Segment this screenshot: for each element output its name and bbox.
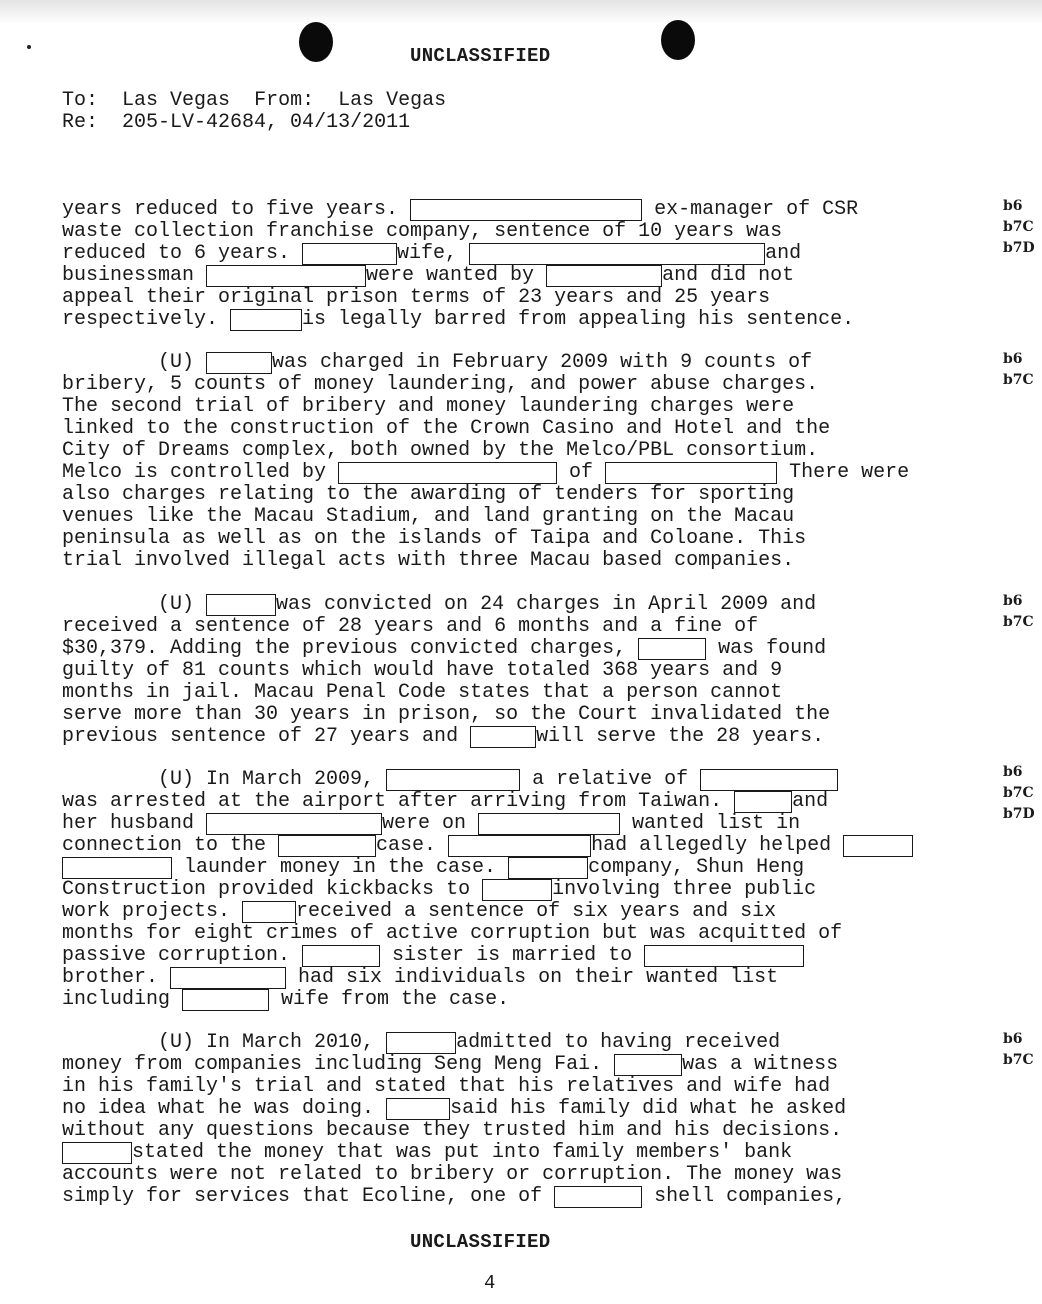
paragraph-2-line [62,396,794,418]
redaction-box [302,243,397,265]
text-run: months for eight crimes of active corruption but was acquitted of [62,922,843,945]
paragraph-3-line [62,726,824,748]
text-run: ex-manager of CSR [642,198,859,221]
text-run: case. [376,834,449,857]
page-number: 4 [484,1272,496,1294]
redaction-box [182,989,269,1011]
redaction-box [469,243,765,265]
classification-header: UNCLASSIFIED [410,45,551,67]
text-run: $30,379. Adding the previous convicted charges, [62,637,639,660]
text-run: was found [706,637,827,660]
text-run: were on [382,812,479,835]
paragraph-4-line [62,945,804,967]
redaction-box [242,901,296,923]
paragraph-5-line [62,1032,780,1054]
text-run: sister is married to [380,944,645,967]
text-run: serve more than 30 years in prison, so the Court invalidated the [62,703,831,726]
redaction-box [386,769,520,791]
redaction-box [302,945,380,967]
text-run: received a sentence of six years and six [296,900,777,923]
redaction-box [206,352,272,374]
text-run: accounts were not related to bribery or corruption. The money was [62,1163,843,1186]
text-run: including [62,988,183,1011]
to-label: To: [62,89,99,112]
text-run: without any questions because they trusted him and his decisions. [62,1119,843,1142]
text-run: in his family's trial and stated that his relatives and wife had [62,1075,831,1098]
paragraph-2-line [62,440,818,462]
redaction-box [508,857,588,879]
text-run: no idea what he was doing. [62,1097,387,1120]
text-run: had six individuals on their wanted list [286,966,779,989]
text-run: respectively. [62,308,231,331]
exemption-code: b6 [1003,593,1023,609]
text-run: Melco is controlled by [62,461,339,484]
paragraph-3-line [62,682,782,704]
text-run: said his family did what he asked [450,1097,847,1120]
text-run: brother. [62,966,171,989]
redaction-box [338,462,557,484]
exemption-code: b7D [1003,240,1035,256]
text-run: (U) [62,351,207,374]
paragraph-3-line [62,616,758,638]
text-run: wanted list in [620,812,801,835]
text-run: and did not [662,264,795,287]
exemption-code: b7C [1003,614,1034,630]
text-run: work projects. [62,900,243,923]
text-run: (U) In March 2010, [62,1031,387,1054]
text-run: The second trial of bribery and money laundering charges were [62,395,795,418]
exemption-code: b7C [1003,1052,1034,1068]
paragraph-4-line [62,879,816,901]
paragraph-3-line [62,704,830,726]
redaction-box [700,769,838,791]
text-run: wife from the case. [269,988,510,1011]
paragraph-2-line [62,528,806,550]
paragraph-4-line [62,989,509,1011]
text-run: (U) [62,593,207,616]
text-run: venues like the Macau Stadium, and land granting on the Macau [62,505,795,528]
redaction-box [605,462,777,484]
text-run: There were [777,461,910,484]
paragraph-2-line [62,418,830,440]
paragraph-2-line [62,506,794,528]
from-label: From: [254,89,315,112]
text-run: appeal their original prison terms of 23 years and 25 years [62,286,771,309]
redaction-box [470,726,536,748]
text-run: of [557,461,606,484]
redaction-box [62,857,172,879]
paragraph-5-line [62,1098,846,1120]
paragraph-5-line [62,1076,830,1098]
paragraph-2-line [62,550,794,572]
redaction-box [386,1098,450,1120]
text-run: involving three public [552,878,817,901]
text-run: trial involved illegal acts with three Macau based companies. [62,549,795,572]
redaction-box [206,265,366,287]
text-run: were wanted by [366,264,547,287]
text-run: was a witness [682,1053,839,1076]
paragraph-4-line [62,835,913,857]
scan-speck [27,45,31,49]
text-run: peninsula as well as on the islands of Taipa and Coloane. This [62,527,807,550]
paragraph-4-line [62,813,800,835]
paragraph-4-line [62,923,842,945]
exemption-code: b6 [1003,351,1023,367]
paragraph-4-line [62,769,838,791]
text-run: months in jail. Macau Penal Code states that a person cannot [62,681,783,704]
paragraph-5-line [62,1164,842,1186]
paragraph-4-line [62,967,778,989]
text-run: also charges relating to the awarding of tenders for sporting [62,483,795,506]
redaction-box [482,879,552,901]
exemption-code: b7C [1003,372,1034,388]
paragraph-4-line [62,791,828,813]
paragraph-2-line [62,462,909,484]
exemption-code: b6 [1003,764,1023,780]
paragraph-3-line [62,660,782,682]
paragraph-2-line [62,484,794,506]
text-run: Construction provided kickbacks to [62,878,483,901]
paragraph-1-line [62,199,858,221]
redaction-box [554,1186,642,1208]
re-value: 205-LV-42684, 04/13/2011 [122,111,411,134]
text-run: shell companies, [642,1185,847,1208]
paragraph-5-line [62,1120,842,1142]
paragraph-1-line [62,287,770,309]
text-run: businessman [62,264,207,287]
redaction-box [206,594,276,616]
text-run: City of Dreams complex, both owned by the Melco/PBL consortium. [62,439,819,462]
text-run: years reduced to five years. [62,198,411,221]
from-value: Las Vegas [338,89,447,112]
text-run: was convicted on 24 charges in April 2009 and [276,593,817,616]
redaction-box [546,265,662,287]
text-run: and [765,242,802,265]
text-run: admitted to having received [456,1031,781,1054]
text-run: (U) In March 2009, [62,768,387,791]
text-run: guilty of 81 counts which would have totaled 368 years and 9 [62,659,783,682]
paragraph-5-line [62,1142,792,1164]
text-run: reduced to 6 years. [62,242,303,265]
text-run: and [792,790,829,813]
punch-hole-right [661,20,695,60]
paragraph-3-line [62,594,816,616]
to-value: Las Vegas [122,89,231,112]
redaction-box [206,813,382,835]
re-label: Re: [62,111,99,134]
memo-header-to-from [62,90,446,112]
redaction-box [62,1142,132,1164]
paragraph-4-line [62,857,804,879]
redaction-box [734,791,792,813]
exemption-code: b6 [1003,198,1023,214]
text-run: linked to the construction of the Crown Casino and Hotel and the [62,417,831,440]
paragraph-1-line [62,221,782,243]
redaction-box [638,638,706,660]
paragraph-5-line [62,1054,838,1076]
text-run: wife, [397,242,470,265]
text-run: connection to the [62,834,279,857]
redaction-box [278,835,376,857]
redaction-box [448,835,591,857]
paragraph-1-line [62,265,794,287]
memo-header-re [62,112,410,134]
exemption-code: b6 [1003,1031,1023,1047]
paragraph-3-line [62,638,826,660]
text-run: money from companies including Seng Meng Fai. [62,1053,615,1076]
text-run: simply for services that Ecoline, one of [62,1185,555,1208]
text-run: a relative of [520,768,701,791]
text-run: received a sentence of 28 years and 6 months and a fine of [62,615,759,638]
text-run: was charged in February 2009 with 9 counts of [272,351,813,374]
text-run: passive corruption. [62,944,303,967]
text-run: bribery, 5 counts of money laundering, and power abuse charges. [62,373,819,396]
redaction-box [386,1032,456,1054]
exemption-code: b7C [1003,219,1034,235]
text-run: was arrested at the airport after arriving from Taiwan. [62,790,735,813]
punch-hole-left [299,22,333,62]
paragraph-4-line [62,901,776,923]
text-run: her husband [62,812,207,835]
paragraph-2-line [62,374,818,396]
paragraph-1-line [62,309,854,331]
text-run: previous sentence of 27 years and [62,725,471,748]
scan-top-shadow [0,0,1042,24]
text-run: company, Shun Heng [588,856,805,879]
paragraph-5-line [62,1186,846,1208]
redaction-box [230,309,302,331]
paragraph-1-line [62,243,801,265]
text-run: had allegedly helped [591,834,844,857]
text-run: is legally barred from appealing his sentence. [302,308,855,331]
text-run: will serve the 28 years. [536,725,825,748]
text-run: launder money in the case. [172,856,509,879]
paragraph-2-line [62,352,812,374]
redaction-box [843,835,913,857]
redaction-box [410,199,642,221]
text-run: stated the money that was put into family members' bank [132,1141,793,1164]
redaction-box [614,1054,682,1076]
exemption-code: b7C [1003,785,1034,801]
redaction-box [170,967,286,989]
classification-footer: UNCLASSIFIED [410,1231,551,1253]
redaction-box [644,945,804,967]
text-run: waste collection franchise company, sentence of 10 years was [62,220,783,243]
exemption-code: b7D [1003,806,1035,822]
redaction-box [478,813,620,835]
